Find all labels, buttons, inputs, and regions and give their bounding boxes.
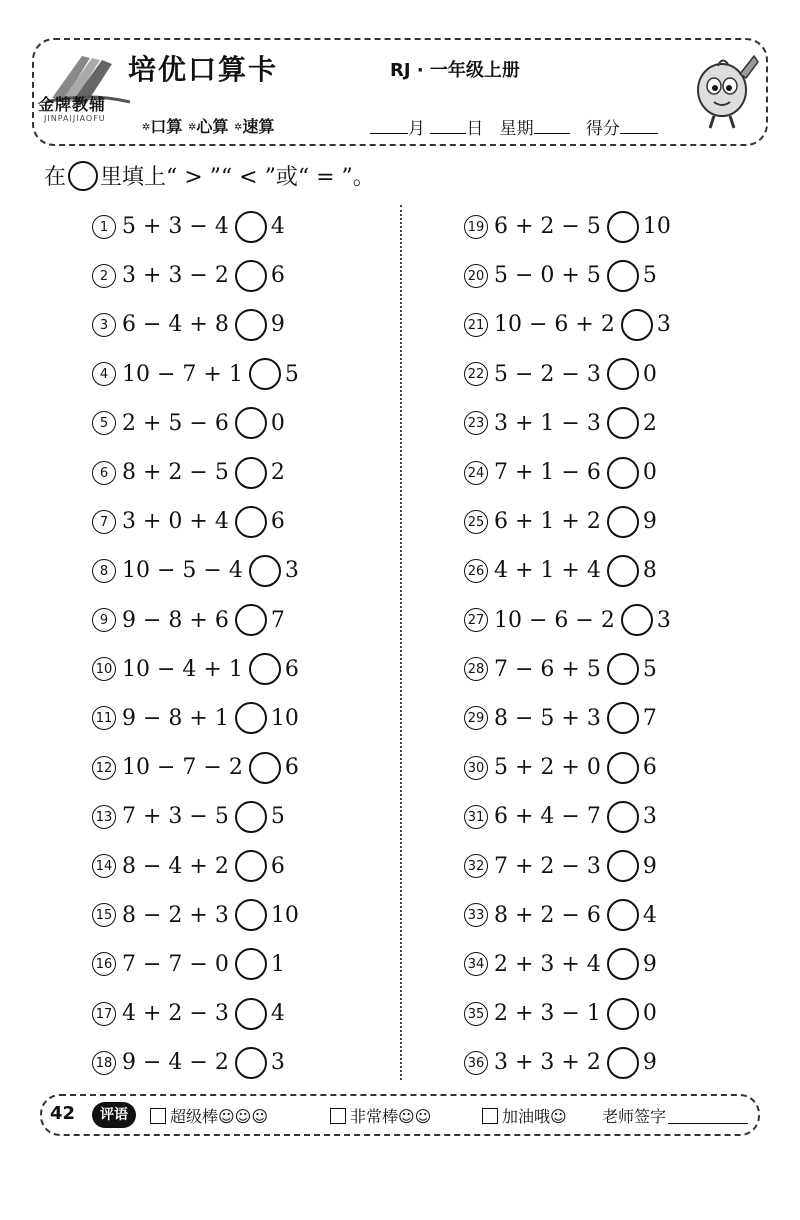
problem-number: 29 xyxy=(464,706,488,730)
star-icon: ✲ xyxy=(187,122,197,133)
problem-number: 23 xyxy=(464,411,488,435)
problem-row xyxy=(92,841,299,890)
mascot-icon xyxy=(684,44,760,130)
problem-rhs: 2 xyxy=(642,410,657,436)
problem-number: 21 xyxy=(464,313,488,337)
problem-expression: 9 − 8 + 1 xyxy=(122,705,229,731)
answer-circle[interactable] xyxy=(249,752,281,784)
problem-expression: 6 − 4 + 8 xyxy=(122,312,229,338)
answer-circle[interactable] xyxy=(235,457,267,489)
problem-rhs: 6 xyxy=(270,509,285,535)
problem-expression: 3 + 3 + 2 xyxy=(494,1050,601,1076)
answer-circle[interactable] xyxy=(607,1047,639,1079)
problem-expression: 7 + 2 − 3 xyxy=(494,853,601,879)
answer-circle[interactable] xyxy=(249,653,281,685)
problem-number: 6 xyxy=(92,461,116,485)
problem-row xyxy=(464,350,671,399)
problem-expression: 7 + 3 − 5 xyxy=(122,804,229,830)
answer-circle[interactable] xyxy=(607,407,639,439)
problem-rhs: 10 xyxy=(270,705,299,731)
answer-circle[interactable] xyxy=(607,752,639,784)
option-label: 加油哦☺ xyxy=(502,1107,567,1126)
problem-number: 27 xyxy=(464,608,488,632)
instruction-suffix: 里填上“ > ”“ < ”或“ = ”。 xyxy=(100,165,375,190)
answer-circle[interactable] xyxy=(607,211,639,243)
answer-circle[interactable] xyxy=(607,801,639,833)
circle-blank-icon xyxy=(68,161,98,191)
weekday-label: 星期 xyxy=(499,119,534,139)
problem-row xyxy=(92,596,299,645)
problem-number: 10 xyxy=(92,657,116,681)
problem-expression: 8 − 4 + 2 xyxy=(122,853,229,879)
checkbox[interactable] xyxy=(150,1108,166,1124)
score-label: 得分 xyxy=(585,119,620,139)
problem-number: 31 xyxy=(464,805,488,829)
problem-number: 20 xyxy=(464,264,488,288)
problem-row xyxy=(464,300,671,349)
answer-circle[interactable] xyxy=(235,604,267,636)
problem-rhs: 0 xyxy=(642,460,657,486)
problem-rhs: 5 xyxy=(270,804,285,830)
answer-circle[interactable] xyxy=(249,358,281,390)
answer-circle[interactable] xyxy=(235,998,267,1030)
problem-number: 19 xyxy=(464,215,488,239)
problem-row xyxy=(464,202,671,251)
problem-expression: 10 − 6 − 2 xyxy=(494,607,615,633)
problem-rhs: 9 xyxy=(642,853,657,879)
problem-number: 24 xyxy=(464,461,488,485)
option-very-good[interactable] xyxy=(330,1104,431,1127)
problem-row xyxy=(464,792,671,841)
problem-rhs: 4 xyxy=(642,902,657,928)
problem-rhs: 4 xyxy=(270,214,285,240)
problem-row xyxy=(464,891,671,940)
slogan-item: 口算 xyxy=(150,117,183,136)
weekday-blank[interactable] xyxy=(534,119,570,134)
problem-number: 1 xyxy=(92,215,116,239)
answer-circle[interactable] xyxy=(607,702,639,734)
problem-rhs: 9 xyxy=(642,509,657,535)
problem-row xyxy=(92,694,299,743)
problem-rhs: 9 xyxy=(270,312,285,338)
answer-circle[interactable] xyxy=(621,309,653,341)
problem-rhs: 0 xyxy=(270,410,285,436)
problem-rhs: 4 xyxy=(270,1001,285,1027)
problem-expression: 6 + 1 + 2 xyxy=(494,509,601,535)
problem-row xyxy=(464,399,671,448)
problem-rhs: 1 xyxy=(270,951,285,977)
answer-circle[interactable] xyxy=(235,948,267,980)
answer-circle[interactable] xyxy=(607,555,639,587)
answer-circle[interactable] xyxy=(235,1047,267,1079)
month-blank[interactable] xyxy=(370,119,408,134)
problem-number: 26 xyxy=(464,559,488,583)
grade-label: RJ · 一年级上册 xyxy=(390,60,520,81)
problem-rhs: 6 xyxy=(284,755,299,781)
problem-expression: 7 − 7 − 0 xyxy=(122,951,229,977)
problem-expression: 6 + 2 − 5 xyxy=(494,214,601,240)
problem-row xyxy=(464,497,671,546)
problem-row xyxy=(464,694,671,743)
problem-rhs: 3 xyxy=(270,1050,285,1076)
date-score-line xyxy=(370,114,658,139)
problem-expression: 8 − 5 + 3 xyxy=(494,705,601,731)
problem-rhs: 2 xyxy=(270,460,285,486)
problem-rhs: 7 xyxy=(642,705,657,731)
problem-row xyxy=(464,841,671,890)
answer-circle[interactable] xyxy=(607,260,639,292)
problem-expression: 8 + 2 − 6 xyxy=(494,902,601,928)
answer-circle[interactable] xyxy=(235,407,267,439)
answer-circle[interactable] xyxy=(235,702,267,734)
problem-row xyxy=(92,546,299,595)
problem-number: 12 xyxy=(92,756,116,780)
problem-expression: 5 + 3 − 4 xyxy=(122,214,229,240)
problem-expression: 3 + 1 − 3 xyxy=(494,410,601,436)
answer-circle[interactable] xyxy=(607,358,639,390)
problem-number: 14 xyxy=(92,854,116,878)
problem-number: 2 xyxy=(92,264,116,288)
problem-rhs: 5 xyxy=(642,263,657,289)
problem-expression: 2 + 3 − 1 xyxy=(494,1001,601,1027)
problem-expression: 8 − 2 + 3 xyxy=(122,902,229,928)
logo-text: 金牌教辅 xyxy=(38,95,107,114)
problem-expression: 5 − 0 + 5 xyxy=(494,263,601,289)
day-blank[interactable] xyxy=(430,119,466,134)
problem-number: 4 xyxy=(92,362,116,386)
problem-rhs: 0 xyxy=(642,361,657,387)
signature-line[interactable] xyxy=(668,1107,748,1124)
problem-row xyxy=(464,743,671,792)
problem-rhs: 3 xyxy=(642,804,657,830)
teacher-sign-label: 老师签字 xyxy=(602,1107,667,1126)
slogan xyxy=(142,114,274,137)
option-label: 非常棒☺☺ xyxy=(350,1107,432,1126)
problem-number: 9 xyxy=(92,608,116,632)
problem-expression: 8 + 2 − 5 xyxy=(122,460,229,486)
problem-row xyxy=(92,940,299,989)
instruction-prefix: 在 xyxy=(44,165,67,190)
problem-expression: 2 + 3 + 4 xyxy=(494,951,601,977)
answer-circle[interactable] xyxy=(607,899,639,931)
instruction xyxy=(44,160,375,191)
problem-rhs: 6 xyxy=(270,853,285,879)
problem-rhs: 6 xyxy=(270,263,285,289)
problem-row xyxy=(92,645,299,694)
problem-row xyxy=(464,448,671,497)
problem-number: 13 xyxy=(92,805,116,829)
problem-expression: 3 + 3 − 2 xyxy=(122,263,229,289)
answer-circle[interactable] xyxy=(235,506,267,538)
problem-rhs: 0 xyxy=(642,1001,657,1027)
problem-number: 18 xyxy=(92,1051,116,1075)
problem-row xyxy=(464,645,671,694)
day-label: 日 xyxy=(466,119,484,139)
problem-rhs: 9 xyxy=(642,951,657,977)
answer-circle[interactable] xyxy=(235,309,267,341)
problem-row xyxy=(464,251,671,300)
problem-expression: 2 + 5 − 6 xyxy=(122,410,229,436)
problem-number: 25 xyxy=(464,510,488,534)
problem-row xyxy=(464,546,671,595)
problem-row xyxy=(464,1038,671,1087)
problem-rhs: 5 xyxy=(642,656,657,682)
problem-number: 36 xyxy=(464,1051,488,1075)
problem-number: 28 xyxy=(464,657,488,681)
problem-number: 32 xyxy=(464,854,488,878)
problem-expression: 10 − 5 − 4 xyxy=(122,558,243,584)
problem-row xyxy=(92,399,299,448)
problem-row xyxy=(464,989,671,1038)
problem-expression: 4 + 1 + 4 xyxy=(494,558,601,584)
problem-expression: 3 + 0 + 4 xyxy=(122,509,229,535)
teacher-signature[interactable] xyxy=(602,1104,748,1127)
answer-circle[interactable] xyxy=(249,555,281,587)
logo-subtext: JINPAIJIAOFU xyxy=(44,114,106,123)
problem-rhs: 10 xyxy=(270,902,299,928)
answer-circle[interactable] xyxy=(235,801,267,833)
problem-number: 15 xyxy=(92,903,116,927)
star-icon: ✲ xyxy=(233,122,243,133)
problem-rhs: 7 xyxy=(270,607,285,633)
problem-number: 35 xyxy=(464,1002,488,1026)
answer-circle[interactable] xyxy=(607,506,639,538)
problem-row xyxy=(92,792,299,841)
answer-circle[interactable] xyxy=(607,850,639,882)
problem-row xyxy=(464,940,671,989)
problem-expression: 6 + 4 − 7 xyxy=(494,804,601,830)
checkbox[interactable] xyxy=(482,1108,498,1124)
problem-expression: 9 − 4 − 2 xyxy=(122,1050,229,1076)
problem-rhs: 3 xyxy=(656,312,671,338)
option-label: 超级棒☺☺☺ xyxy=(170,1107,269,1126)
problem-rhs: 3 xyxy=(284,558,299,584)
problem-expression: 7 − 6 + 5 xyxy=(494,656,601,682)
problems-column-left xyxy=(92,202,299,1087)
problem-expression: 10 − 4 + 1 xyxy=(122,656,243,682)
problem-rhs: 3 xyxy=(656,607,671,633)
comment-badge: 评语 xyxy=(92,1102,136,1128)
star-icon: ✲ xyxy=(142,122,151,133)
problem-rhs: 9 xyxy=(642,1050,657,1076)
answer-circle[interactable] xyxy=(235,211,267,243)
problems-column-right xyxy=(464,202,671,1087)
page-number: 42 xyxy=(50,1103,76,1124)
problem-number: 11 xyxy=(92,706,116,730)
problem-row xyxy=(92,497,299,546)
answer-circle[interactable] xyxy=(235,899,267,931)
problem-expression: 10 − 6 + 2 xyxy=(494,312,615,338)
problem-row xyxy=(92,891,299,940)
problem-rhs: 8 xyxy=(642,558,657,584)
slogan-item: 心算 xyxy=(196,117,229,136)
answer-circle[interactable] xyxy=(607,948,639,980)
header-card xyxy=(32,38,768,146)
footer-comment-bar xyxy=(40,1094,760,1136)
problem-number: 7 xyxy=(92,510,116,534)
answer-circle[interactable] xyxy=(235,260,267,292)
problem-row xyxy=(92,1038,299,1087)
problem-number: 8 xyxy=(92,559,116,583)
problem-number: 30 xyxy=(464,756,488,780)
option-super[interactable] xyxy=(150,1104,268,1127)
problem-rhs: 10 xyxy=(642,214,671,240)
slogan-item: 速算 xyxy=(242,117,275,136)
problem-rhs: 5 xyxy=(284,361,299,387)
problem-expression: 9 − 8 + 6 xyxy=(122,607,229,633)
problem-number: 17 xyxy=(92,1002,116,1026)
answer-circle[interactable] xyxy=(607,457,639,489)
problem-row xyxy=(92,251,299,300)
checkbox[interactable] xyxy=(330,1108,346,1124)
answer-circle[interactable] xyxy=(607,653,639,685)
brand-title: 培优口算卡 xyxy=(128,53,279,86)
problem-number: 16 xyxy=(92,952,116,976)
answer-circle[interactable] xyxy=(621,604,653,636)
problem-number: 3 xyxy=(92,313,116,337)
problem-number: 5 xyxy=(92,411,116,435)
problem-row xyxy=(92,202,299,251)
problem-row xyxy=(92,743,299,792)
problem-number: 22 xyxy=(464,362,488,386)
problem-row xyxy=(92,350,299,399)
problem-row xyxy=(92,448,299,497)
problem-expression: 10 − 7 + 1 xyxy=(122,361,243,387)
option-keep-going[interactable] xyxy=(482,1104,567,1127)
answer-circle[interactable] xyxy=(235,850,267,882)
score-blank[interactable] xyxy=(620,119,658,134)
problem-expression: 5 + 2 + 0 xyxy=(494,755,601,781)
problem-expression: 7 + 1 − 6 xyxy=(494,460,601,486)
problem-row xyxy=(92,300,299,349)
problem-expression: 10 − 7 − 2 xyxy=(122,755,243,781)
problem-expression: 4 + 2 − 3 xyxy=(122,1001,229,1027)
problem-number: 33 xyxy=(464,903,488,927)
problem-number: 34 xyxy=(464,952,488,976)
answer-circle[interactable] xyxy=(607,998,639,1030)
month-label: 月 xyxy=(408,119,425,139)
column-divider xyxy=(400,205,402,1080)
problem-rhs: 6 xyxy=(284,656,299,682)
problem-rhs: 6 xyxy=(642,755,657,781)
problem-row xyxy=(92,989,299,1038)
problem-expression: 5 − 2 − 3 xyxy=(494,361,601,387)
problem-row xyxy=(464,596,671,645)
